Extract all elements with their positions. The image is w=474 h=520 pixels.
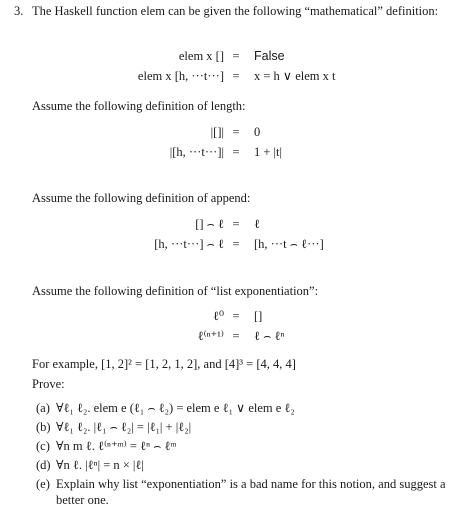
item-text: ∀n m ℓ. ℓ⁽ⁿ⁺ᵐ⁾ = ℓⁿ ⌢ ℓᵐ (56, 438, 177, 453)
proof-item-e (36, 476, 456, 510)
item-label: (c) (36, 438, 50, 453)
item-text: Explain why list “exponentiation” is a bad name for this notion, and suggest a better one. (56, 476, 446, 508)
length-def-eq-1: = (232, 125, 240, 139)
question-number: 3. (14, 4, 24, 18)
append-definition (0, 216, 474, 256)
exponentiation-intro: Assume the following definition of “list exponentiation”: (32, 284, 319, 298)
elem-def-lhs-1: elem x [] (178, 49, 224, 63)
append-def-lhs-2: [h, ···t···] ⌢ ℓ (154, 237, 224, 251)
length-def-rhs-1: 0 (254, 125, 261, 139)
append-intro: Assume the following definition of append: (32, 191, 251, 205)
item-text: ∀ℓ₁ ℓ₂. elem e (ℓ₁ ⌢ ℓ₂) = elem e ℓ₁ ∨ elem e ℓ₂ (56, 401, 295, 415)
item-label: (e) (36, 476, 50, 491)
item-text: ∀n ℓ. |ℓⁿ| = n × |ℓ| (56, 457, 144, 472)
elem-def-eq-1: = (232, 49, 240, 63)
elem-def-rhs-2: x = h ∨ elem x t (254, 69, 336, 83)
proof-items-list (36, 400, 456, 511)
proof-item-c (36, 438, 456, 455)
exp-def-eq-2: = (232, 329, 240, 343)
exponentiation-definition (0, 308, 474, 348)
proof-item-a (36, 400, 456, 417)
item-label: (d) (36, 457, 51, 472)
elem-definition (0, 48, 474, 88)
prove-label: Prove: (32, 377, 65, 391)
item-label: (a) (36, 401, 50, 415)
exp-def-lhs-1: ℓ⁰ (213, 309, 224, 323)
length-def-eq-2: = (232, 145, 240, 159)
exp-def-rhs-2: ℓ ⌢ ℓⁿ (254, 329, 285, 343)
length-def-lhs-1: |[]| (210, 125, 224, 139)
proof-item-b (36, 419, 456, 436)
elem-def-eq-2: = (232, 69, 240, 83)
item-label: (b) (36, 419, 51, 434)
example-text: For example, [1, 2]² = [1, 2, 1, 2], and [4]³ = [4, 4, 4] (32, 357, 296, 371)
append-def-lhs-1: [] ⌢ ℓ (195, 217, 224, 231)
length-def-rhs-2: 1 + |t| (254, 145, 283, 159)
proof-item-d (36, 457, 456, 474)
item-text: ∀ℓ₁ ℓ₂. |ℓ₁ ⌢ ℓ₂| = |ℓ₁| + |ℓ₂| (56, 419, 192, 434)
exp-def-rhs-1: [] (254, 309, 263, 323)
append-def-rhs-1: ℓ (254, 217, 260, 231)
length-definition (0, 124, 474, 164)
exp-def-lhs-2: ℓ⁽ⁿ⁺¹⁾ (197, 329, 224, 343)
length-intro: Assume the following definition of length: (32, 99, 246, 113)
elem-def-lhs-2: elem x [h, ···t···] (137, 69, 224, 83)
length-def-lhs-2: |[h, ···t···]| (169, 145, 224, 159)
exp-def-eq-1: = (232, 309, 240, 323)
append-def-eq-1: = (232, 217, 240, 231)
append-def-rhs-2: [h, ···t ⌢ ℓ···] (254, 237, 324, 251)
append-def-eq-2: = (232, 237, 240, 251)
elem-def-rhs-1: False (254, 49, 285, 63)
question-intro: The Haskell function elem can be given the following “mathematical” definition: (32, 4, 439, 18)
